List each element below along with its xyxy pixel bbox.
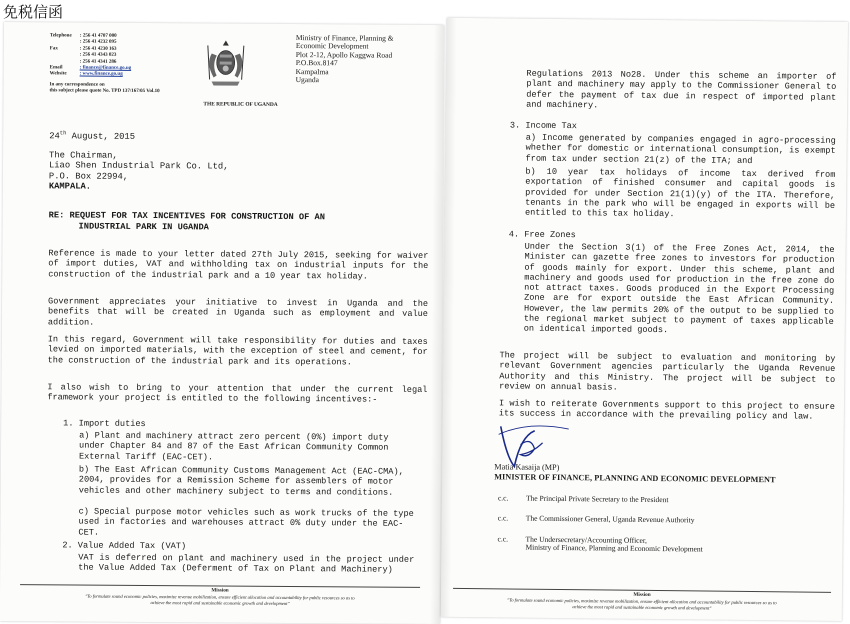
recipient-line: The Chairman, xyxy=(49,150,118,161)
item-income-tax-b: b) 10 year tax holidays of income tax derived from exportation of finished consumer and capital goods is provided for under Section 21(1)(y) of the ITA. Therefore, tenants in the park who will be engaged in exports will be entitled to this tax holiday. xyxy=(524,166,836,220)
subject-line-2: INDUSTRIAL PARK IN UGANDA xyxy=(78,221,209,232)
paragraph-reference: Reference is made to your letter dated 27th July 2015, seeking for waiver of import duties, VAT and withholding tax on industrial inputs for the construction of the industrial park and a 10 year tax holiday. xyxy=(48,248,429,282)
contact-block xyxy=(49,33,169,95)
paragraph-support: I wish to reiterate Governments support to this project to ensure its success in accordance with the prevailing policy and law. xyxy=(498,398,836,422)
cc-row xyxy=(498,515,828,527)
ministry-address xyxy=(296,34,436,85)
letter-date xyxy=(49,128,135,142)
address-line: Uganda xyxy=(295,75,319,85)
reference-note-2: this subject please quote No. TPD 137/167/05 Vol.10 xyxy=(49,88,160,95)
letter-page-2 xyxy=(441,18,848,621)
recipient-line: P.O. Box 22994, xyxy=(48,170,129,182)
recipient-block xyxy=(49,150,229,192)
mission-line-2: achieve the most rapid and sustainable economic growth and development" xyxy=(150,599,290,606)
coat-of-arms xyxy=(198,37,254,92)
cc-label: c.c. xyxy=(497,493,509,503)
letter-page-1 xyxy=(0,22,444,624)
cc-text: The Undersecretary/Accounting Officer, xyxy=(525,534,647,545)
item-vat-title: 2. Value Added Tax (VAT) xyxy=(62,540,187,552)
contact-value: : 256 41 4707 000 xyxy=(79,33,117,39)
item-income-tax-a: a) Income generated by companies engaged in agro-processing whether for domestic or international consumption, is exempt from tax under section 21(z) of the ITA; and xyxy=(525,132,836,166)
mission-line-1: "To formulate sound economic policies, maximize revenue mobilization, ensure efficient allocation and accountability for public resources so as to xyxy=(85,593,355,601)
address-line: P.O.Box.8147 xyxy=(295,58,338,68)
paragraph-monitoring: The project will be subject to evaluation and monitoring by relevant Government agencies particularly the Uganda Revenue Authority and this Ministry. The project will be subject to review on annual basis. xyxy=(499,350,836,393)
cc-label: c.c. xyxy=(497,534,509,544)
cc-extra: Ministry of Finance, Planning and Economic Development xyxy=(525,542,703,554)
contact-label: Telephone xyxy=(49,33,72,39)
signatory-name: Matia Kasaija (MP) xyxy=(494,462,560,473)
mission-line-1b: "To formulate sound economic policies, maximize revenue mobilization, ensure efficient allocation and accountability for public resources so as to xyxy=(507,597,777,606)
mission-title-2: Mission xyxy=(633,591,651,598)
item-vat-text: VAT is deferred on plant and machinery used in the project under the Value Added Tax (Deferment of Tax on Plant and Machinery) xyxy=(78,552,415,576)
address-line: Kampalma xyxy=(295,66,329,76)
item-import-duties-a: a) Plant and machinery attract zero percent (0%) import duty under Chapter 84 and 87 of the East African Community Common External Tariff (EAC-CET). xyxy=(78,430,389,463)
item-free-zones-title: 4. Free Zones xyxy=(508,229,576,241)
address-line: Plot 2-12, Apollo Kaggwa Road xyxy=(295,49,393,60)
contact-value: : 256 41 4341 286 xyxy=(79,59,117,65)
mission-statement xyxy=(20,593,420,607)
cc-row xyxy=(498,494,828,506)
address-line: Economic Development xyxy=(295,41,369,51)
cc-text: The Principal Private Secretary to the President xyxy=(525,493,669,505)
page-caption: 免税信函 xyxy=(3,3,64,21)
mission-title: Mission xyxy=(211,587,229,594)
address-line: Ministry of Finance, Planning & xyxy=(295,33,394,43)
item-free-zones-text: Under the Section 3(1) of the Free Zones Act, 2014, the Minister can gazette free zones to investors for production of goods mainly for export. Under this scheme, plant and machinery and goods used for production in the free zone do not attract taxes. Goods produced in the Export Processing Zone are for export outside the East African Community. However, the law permits 20% of the output to be supplied to the regional market subject to payment of taxes applicable on identical imported goods. xyxy=(523,241,835,336)
paragraph-responsibility: In this regard, Government will take responsibility for duties and taxes levied on imported materials, with the exception of steel and cement, for the construction of the industrial park and its operations. xyxy=(47,334,428,368)
contact-value: : 256 41 4230 163 xyxy=(79,46,117,52)
cc-text: The Commissioner General, Uganda Revenue Authority xyxy=(525,514,695,525)
item-import-duties-c: c) Special purpose motor vehicles such as work trucks of the type used in factories and warehouses attract 0% duty under the EAC-CET. xyxy=(78,506,414,538)
contact-row xyxy=(50,72,170,79)
contact-value: : 256 41 4232 095 xyxy=(79,39,117,46)
signatory-title: MINISTER OF FINANCE, PLANNING AND ECONOMIC DEVELOPMENT xyxy=(494,472,776,485)
cc-list xyxy=(497,494,828,555)
reference-note-1: In any correspondence on xyxy=(49,82,105,88)
contact-label: Email xyxy=(49,65,63,71)
cc-label: c.c. xyxy=(497,513,509,523)
item-income-tax-title: 3. Income Tax xyxy=(509,120,577,132)
subject-line-1: RE: REQUEST FOR TAX INCENTIVES FOR CONSTRUCTION OF AN xyxy=(48,210,325,223)
paragraph-incentives-intro: I also wish to bring to your attention that under the current legal framework your project is entitled to the following incentives:- xyxy=(47,382,428,405)
mission-line-2b: achieve the most rapid and sustainable economic growth and development" xyxy=(572,603,712,611)
recipient-city: KAMPALA. xyxy=(48,181,92,192)
item-import-duties-b: b) The East African Community Customs Management Act (EAC-CMA), 2004, provides for a Remission Scheme for assemblers of motor vehicles and other machinery subject to terms and conditions. xyxy=(78,464,404,498)
date-suffix: th xyxy=(59,129,67,137)
contact-label: Website xyxy=(49,71,67,77)
item-import-duties-title: 1. Import duties xyxy=(63,418,146,429)
contact-label: Fax xyxy=(49,46,58,52)
contact-value[interactable]: : www.finance.go.ug xyxy=(79,71,123,78)
vat-continuation: Regulations 2013 No28. Under this scheme an importer of plant and machinery may apply to the Commissioner General to defer the payment of tax due in respect of imported plant and machinery. xyxy=(526,68,837,111)
date-day: 24 xyxy=(49,131,60,142)
date-rest: August, 2015 xyxy=(66,131,136,142)
paragraph-appreciation: Government appreciates your initiative to invest in Uganda and the benefits that will be created in Uganda such as employment and value addition. xyxy=(47,296,429,328)
republic-label: THE REPUBLIC OF UGANDA xyxy=(203,101,278,108)
recipient-line: Liao Shen Industrial Park Co. Ltd, xyxy=(48,160,229,172)
contact-value: : 256 41 4343 023 xyxy=(79,52,117,59)
subject-line xyxy=(49,210,429,234)
contact-value[interactable]: : finance@finance.go.ug xyxy=(79,65,132,71)
